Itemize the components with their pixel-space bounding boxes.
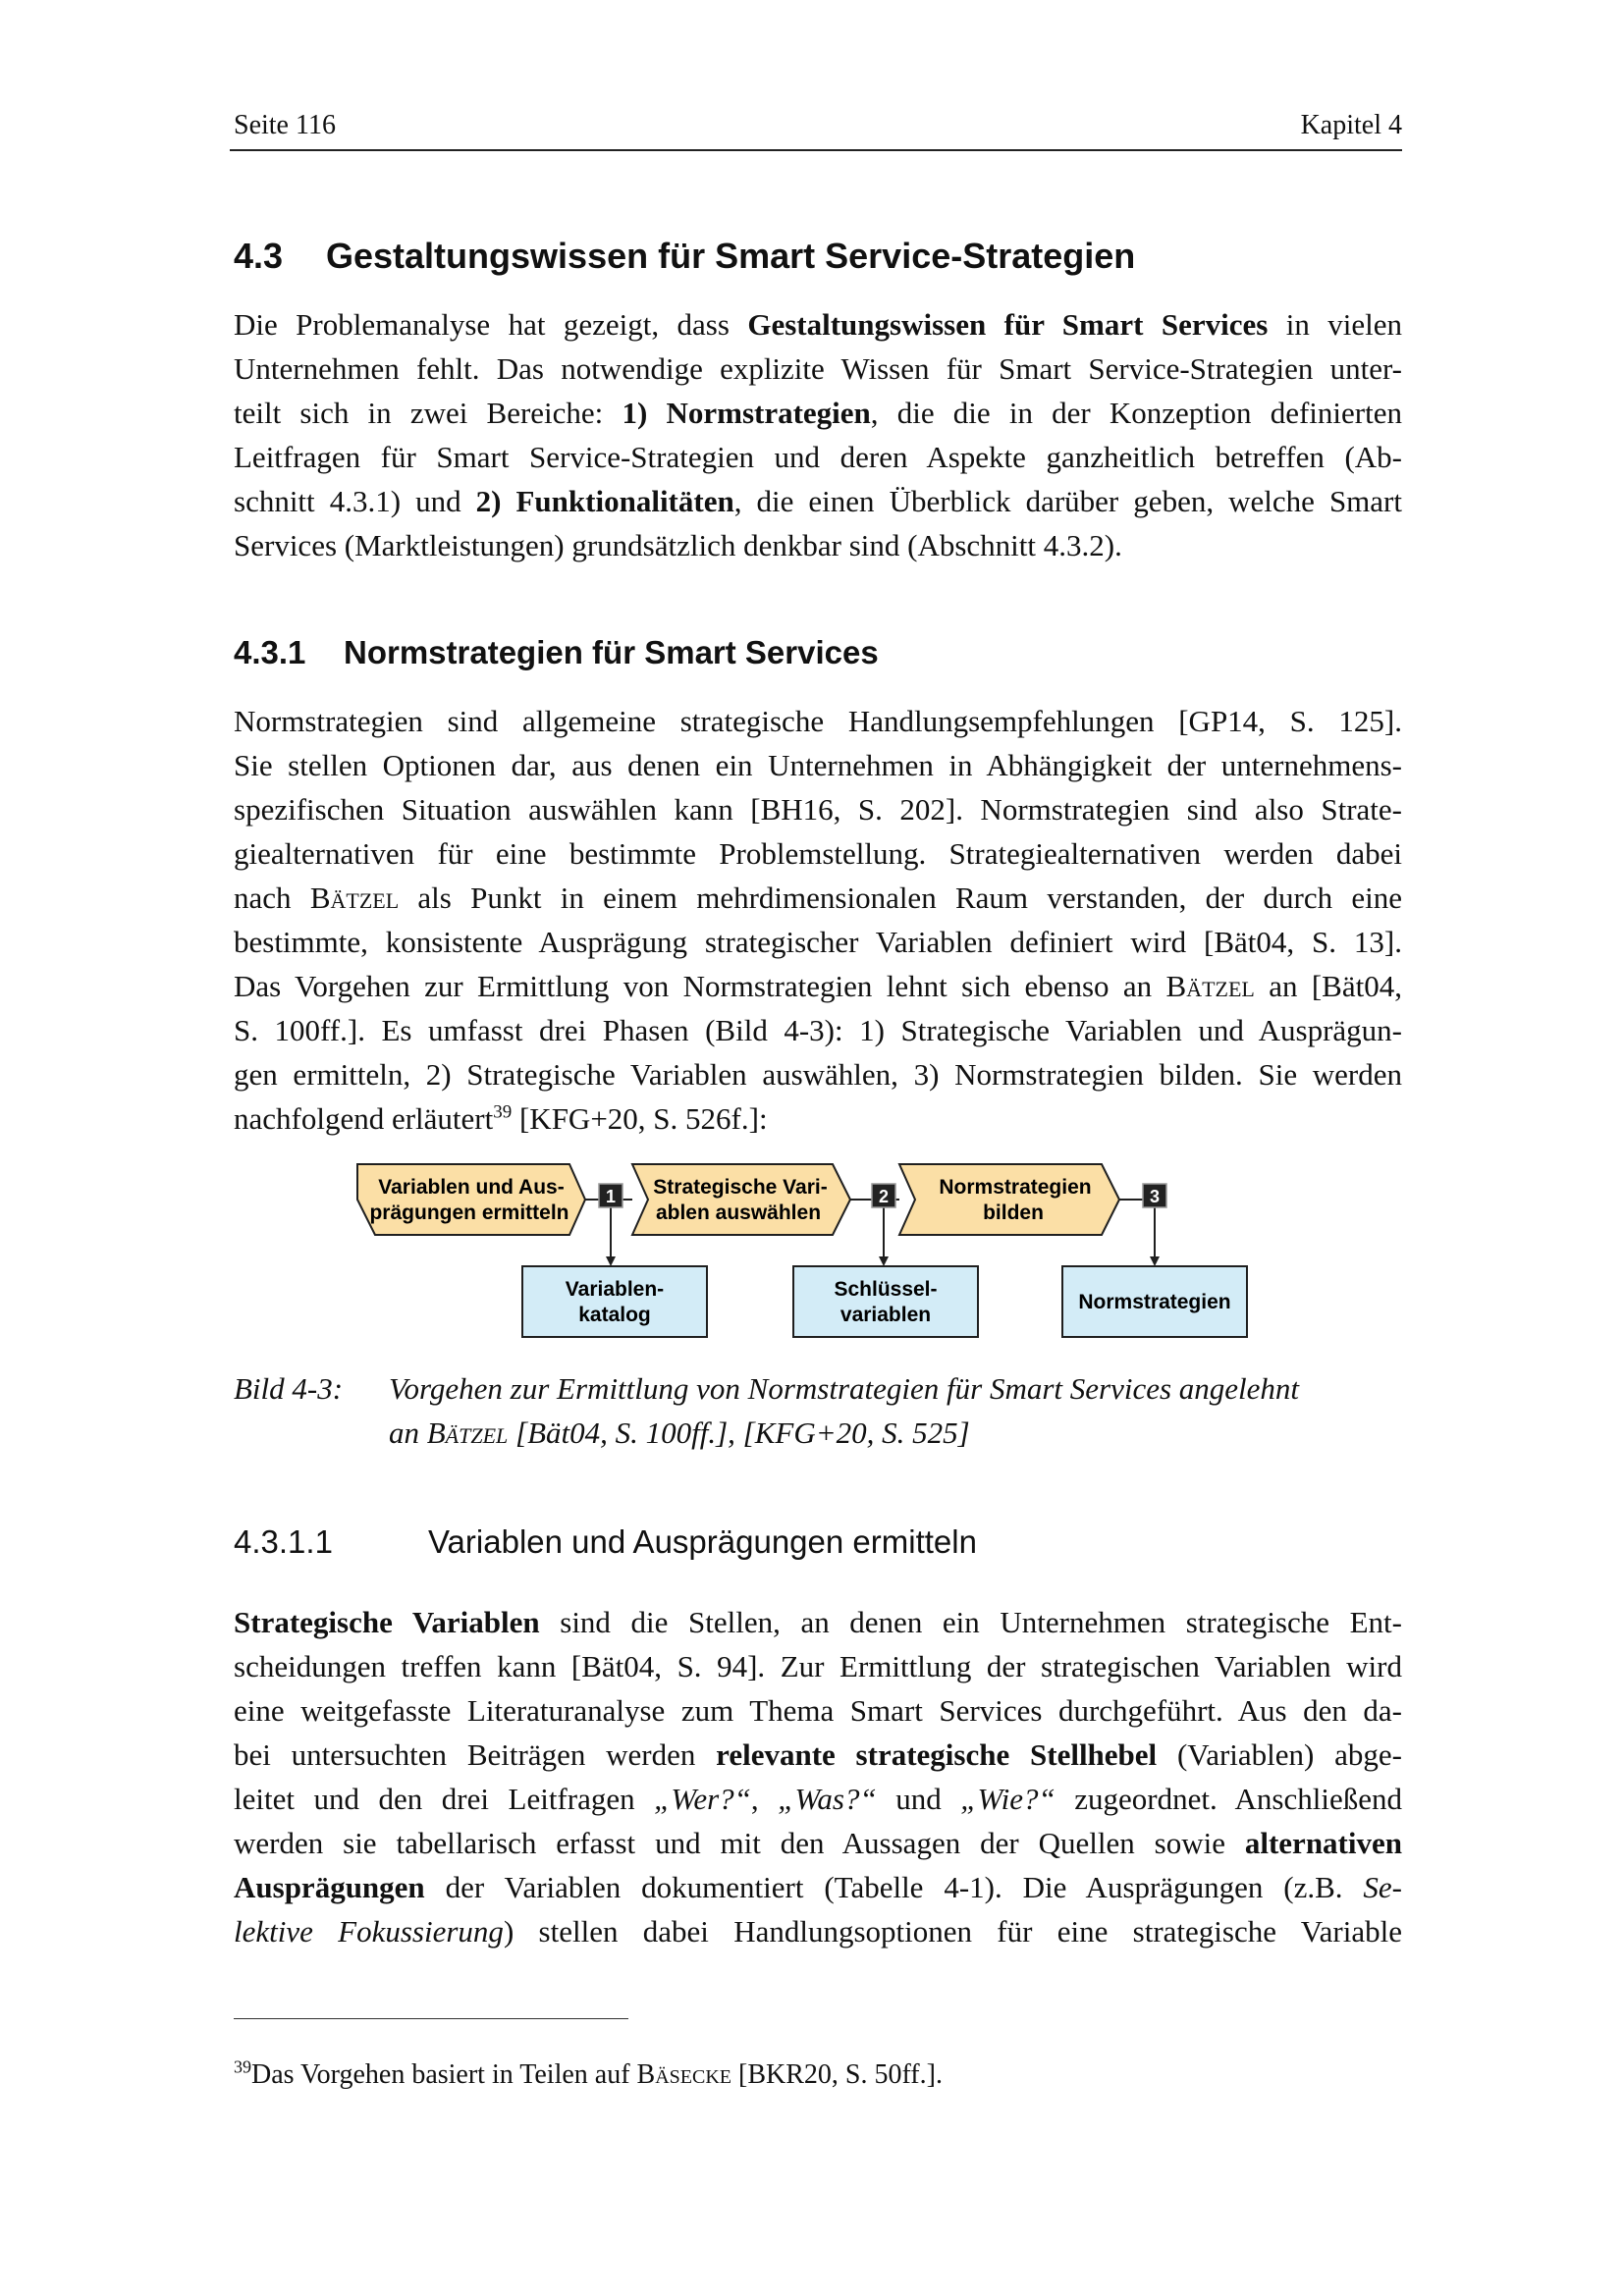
subsubsection-paragraph (234, 1600, 1402, 1953)
text-line: spezifischen Situation auswählen kann [BH16, S. 202]. Normstrategien sind also Strate- (234, 792, 1402, 827)
process-diagram (353, 1154, 1257, 1347)
text-line: lektive Fokussierung) stellen dabei Handlungsoptionen für eine strategische Variable (234, 1914, 1402, 1949)
text-line: Sie stellen Optionen dar, aus denen ein Unternehmen in Abhängigkeit der unternehmens- (234, 748, 1402, 782)
footnote-rule (234, 2018, 628, 2019)
result-2-label-line1: Schlüssel- (834, 1278, 938, 1301)
subsection-title: Normstrategien für Smart Services (344, 634, 879, 670)
subsubsection-heading (234, 1523, 1402, 1563)
text-line: bei untersuchten Beiträgen werden relevante strategische Stellhebel (Variablen) abge- (234, 1737, 1402, 1772)
text-line: Vorgehen zur Ermittlung von Normstrategien für Smart Services angelehnt (389, 1371, 1300, 1406)
text-line: teilt sich in zwei Bereiche: 1) Normstrategien, die die in der Konzeption definierten (234, 396, 1402, 430)
bold-text: Ausprägungen (234, 1870, 425, 1904)
text-line: Unternehmen fehlt. Das notwendige explizite Wissen für Smart Service-Strategien unter- (234, 351, 1402, 386)
small-caps-name: Bätzel (309, 881, 400, 915)
small-caps-name: Bätzel (426, 1415, 509, 1450)
italic-text: „Was?“ (778, 1782, 877, 1816)
phase-3-label-line2: bilden (983, 1201, 1044, 1224)
step-marker-3-label: 3 (1149, 1187, 1161, 1206)
result-box-2 (793, 1266, 978, 1337)
bold-text: Gestaltungswissen für Smart Services (747, 307, 1269, 342)
phase-2-label-line2: ablen auswählen (655, 1201, 822, 1224)
footnote (234, 2056, 943, 2091)
text-line: nachfolgend erläutert$^{39}$ [KFG+20, S. 526f.]: (234, 1101, 768, 1136)
subsection-heading (234, 634, 1402, 673)
result-2-label-line2: variablen (839, 1304, 932, 1326)
text-line: Leitfragen für Smart Service-Strategien und deren Aspekte ganzheitlich betreffen (Ab- (234, 440, 1402, 474)
italic-text: „Wie?“ (960, 1782, 1056, 1816)
footnote-mark: 39 (234, 2056, 251, 2077)
running-header-chapter: Kapitel 4 (1300, 110, 1402, 140)
text-line: an Bätzel [Bät04, S. 100ff.], [KFG+20, S. 525] (389, 1415, 970, 1450)
phase-arrow-3 (899, 1164, 1119, 1235)
text-line: leitet und den drei Leitfragen „Wer?“, „Was?“ und „Wie?“ zugeordnet. Anschließend (234, 1782, 1403, 1816)
italic-text: Se- (1363, 1870, 1402, 1904)
section-intro-paragraph (234, 302, 1402, 567)
text-line: Strategische Variablen sind die Stellen, an denen ein Unternehmen strategische Ent- (234, 1605, 1402, 1639)
section-heading (234, 236, 1402, 279)
result-3-label: Normstrategien (1078, 1291, 1231, 1313)
text-line: giealternativen für eine bestimmte Problemstellung. Strategiealternativen werden dabei (234, 836, 1402, 871)
step-marker-1-label: 1 (605, 1187, 617, 1206)
text-line: Die Problemanalyse hat gezeigt, dass Gestaltungswissen für Smart Services in vielen (234, 307, 1403, 342)
phase-2-label-line1: Strategische Vari- (653, 1176, 828, 1199)
bold-text: Strategische Variablen (234, 1605, 540, 1639)
small-caps-name: Bäsecke (636, 2059, 732, 2090)
small-caps-name: Bätzel (1165, 969, 1255, 1003)
header-rule (230, 149, 1402, 151)
text-line: Services (Marktleistungen) grundsätzlich denkbar sind (Abschnitt 4.3.2). (234, 528, 1122, 562)
phase-1-label-line1: Variablen und Aus- (378, 1176, 565, 1199)
bold-text: alternativen (1244, 1826, 1402, 1860)
text-line: S. 100ff.]. Es umfasst drei Phasen (Bild 4-3): 1) Strategische Variablen und Ausprägun- (234, 1013, 1402, 1047)
section-number: 4.3 (234, 236, 284, 276)
text-line: nach Bätzel als Punkt in einem mehrdimensionalen Raum verstanden, der durch eine (234, 881, 1402, 915)
subsection-paragraph (234, 699, 1402, 1141)
caption-text (389, 1366, 1402, 1455)
phase-arrow-1 (357, 1164, 585, 1235)
result-1-label-line1: Variablen- (565, 1278, 665, 1301)
result-box-1 (522, 1266, 707, 1337)
text-line: Ausprägungen der Variablen dokumentiert (Tabelle 4-1). Die Ausprägungen (z.B. Se- (234, 1870, 1402, 1904)
subsection-number: 4.3.1 (234, 634, 306, 670)
result-1-label-line2: katalog (578, 1304, 651, 1326)
subsubsection-title: Variablen und Ausprägungen ermitteln (428, 1523, 977, 1560)
phase-1-label-line2: prägungen ermitteln (369, 1201, 569, 1224)
footnote-text: Das Vorgehen basiert in Teilen auf Bäsecke [BKR20, S. 50ff.]. (251, 2059, 943, 2090)
text-line: gen ermitteln, 2) Strategische Variablen auswählen, 3) Normstrategien bilden. Sie werden (234, 1057, 1402, 1092)
text-line: bestimmte, konsistente Ausprägung strategischer Variablen definiert wird [Bät04, S. 13]. (234, 925, 1402, 959)
running-header-page: Seite 116 (234, 110, 336, 140)
italic-text: „Wer?“ (654, 1782, 751, 1816)
text-line: scheidungen treffen kann [Bät04, S. 94]. Zur Ermittlung der strategischen Variablen wird (234, 1649, 1402, 1683)
phase-3-label-line1: Normstrategien (939, 1176, 1092, 1199)
bold-text: relevante strategische Stellhebel (716, 1737, 1158, 1772)
step-marker-2-label: 2 (878, 1187, 890, 1206)
section-title: Gestaltungswissen für Smart Service-Strategien (326, 236, 1136, 276)
text-line: Das Vorgehen zur Ermittlung von Normstrategien lehnt sich ebenso an Bätzel an [Bät04, (234, 969, 1402, 1003)
italic-text: lektive Fokussierung (234, 1914, 504, 1949)
caption-label: Bild 4-3: (234, 1371, 344, 1406)
phase-arrow-2 (632, 1164, 850, 1235)
text-line: Normstrategien sind allgemeine strategische Handlungsempfehlungen [GP14, S. 125]. (234, 704, 1402, 738)
text-line: schnitt 4.3.1) und 2) Funktionalitäten, die einen Überblick darüber geben, welche Smart (234, 484, 1402, 518)
bold-text: 1) Normstrategien (622, 396, 871, 430)
text-line: eine weitgefasste Literaturanalyse zum Thema Smart Services durchgeführt. Aus den da- (234, 1693, 1402, 1728)
footnote-reference: 39 (493, 1101, 513, 1123)
bold-text: 2) Funktionalitäten (475, 484, 734, 518)
text-line: werden sie tabellarisch erfasst und mit den Aussagen der Quellen sowie alternativen (234, 1826, 1402, 1860)
subsubsection-number: 4.3.1.1 (234, 1523, 333, 1560)
